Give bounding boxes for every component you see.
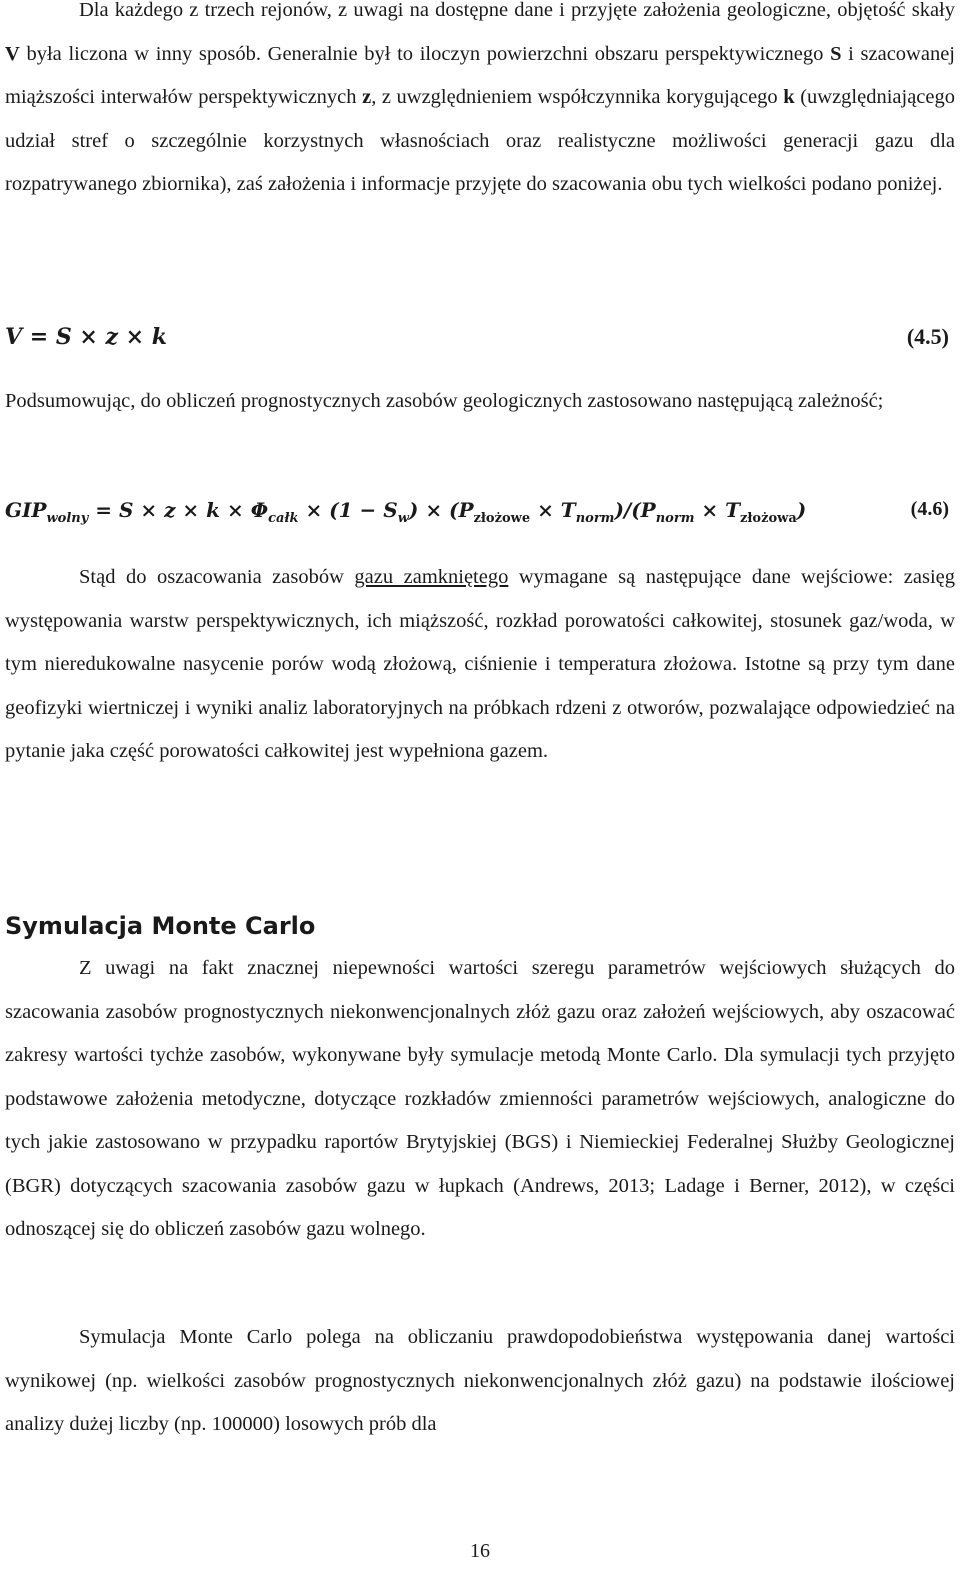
paragraph-input-data xyxy=(5,556,955,774)
paragraph-monte-carlo-intro: Z uwagi na fakt znacznej niepewności wartości szeregu parametrów wejściowych służących do szacowania zasobów prognostycznych niekonwencjonalnych złóż gazu oraz założeń wejściowych, aby oszacować zakresy wartości tychże zasobów, wykonywane były symulacje metodą Monte Carlo. Dla symulacji tych przyjęto podstawowe założenia metodyczne, dotyczące rozkładów zmienności parametrów wejściowych, analogiczne do tych jakie zastosowano w przypadku raportów Brytyjskiej (BGS) i Niemieckiej Federalnej Służby Geologicznej (BGR) dotyczących szacowania zasobów gazu w łupkach (Andrews, 2013; Ladage i Berner, 2012), w części odnoszącej się do obliczeń zasobów gazu wolnego. xyxy=(5,957,955,1240)
eq-subscript: norm xyxy=(655,511,695,526)
paragraph-monte-carlo-method: Symulacja Monte Carlo polega na obliczaniu prawdopodobieństwa występowania danej wartości wynikowej (np. wielkości zasobów prognostycznych niekonwencjonalnych złóż gazu) na podstawie ilościowej analizy dużej liczby (np. 100000) losowych prób dla xyxy=(5,1326,955,1435)
equation-4-6 xyxy=(5,498,955,526)
eq-subscript: złożowe xyxy=(473,511,531,526)
underlined-term: gazu zamkniętego xyxy=(354,566,509,588)
eq-part: × (1 − S xyxy=(298,498,398,522)
symbol-k: k xyxy=(783,86,795,108)
equation-4-5 xyxy=(5,324,955,350)
eq-part: )/(P xyxy=(614,498,656,522)
equation-number: (4.5) xyxy=(906,324,949,349)
equation-formula: V = S × z × k xyxy=(5,324,167,350)
eq-part: × T xyxy=(530,498,576,522)
text-segment: była liczona w inny sposób. Generalnie był to iloczyn powierzchni obszaru perspektywicznego xyxy=(19,42,831,65)
page-number: 16 xyxy=(470,1540,490,1562)
text-segment: wymagane są następujące dane wejściowe: zasięg występowania warstw perspektywicznych, ich miąższość, rozkład porowatości całkowitej, stosunek gaz/woda, w tym nieredukowalne nasycenie porów wodą złożową, ciśnienie i temperatura złożowa. Istotne są przy tym dane geofizyki wiertniczej i wyniki analiz laboratoryjnych na próbkach rdzeni z otworów, pozwalające odpowiedzieć na pytanie jaka część porowatości całkowitej jest wypełniona gazem. xyxy=(5,566,956,762)
text-segment: , z uwzględnieniem współczynnika korygującego xyxy=(371,86,784,108)
text-segment: (uwzględniającego udział stref o szczególnie korzystnych własnościach oraz realistyczne możliwości generacji gazu dla rozpatrywanego zbiornika), zaś założenia i informacje przyjęte do szacowania obu tych wielkości podano poniżej. xyxy=(5,86,956,195)
equation-number: (4.6) xyxy=(910,498,949,520)
eq-subscript: złożowa xyxy=(740,511,797,526)
eq-subscript: w xyxy=(397,511,409,526)
text-segment: Dla każdego z trzech rejonów, z uwagi na dostępne dane i przyjęte założenia geologiczne, objętość skały xyxy=(79,0,955,21)
eq-part: ) xyxy=(796,498,807,522)
paragraph-summary: Podsumowując, do obliczeń prognostycznych zasobów geologicznych zastosowano następującą zależność; xyxy=(5,390,884,412)
eq-part: ) × (P xyxy=(408,498,474,522)
symbol-s: S xyxy=(830,42,842,65)
paragraph-volume-calculation xyxy=(5,0,955,207)
symbol-z: z xyxy=(362,86,372,108)
eq-part: = S × z × k × Φ xyxy=(88,498,269,522)
equation-formula xyxy=(5,498,807,526)
eq-part: × T xyxy=(694,498,741,522)
eq-subscript: norm xyxy=(575,511,615,526)
text-segment: i szacowanej miąższości interwałów perspektywicznych xyxy=(5,42,955,108)
eq-part: GIP xyxy=(5,498,47,522)
eq-subscript: całk xyxy=(268,511,299,526)
text-segment: Stąd do oszacowania zasobów xyxy=(79,566,355,588)
symbol-v: V xyxy=(5,42,20,65)
section-heading: Symulacja Monte Carlo xyxy=(5,912,316,940)
eq-subscript: wolny xyxy=(46,511,89,526)
